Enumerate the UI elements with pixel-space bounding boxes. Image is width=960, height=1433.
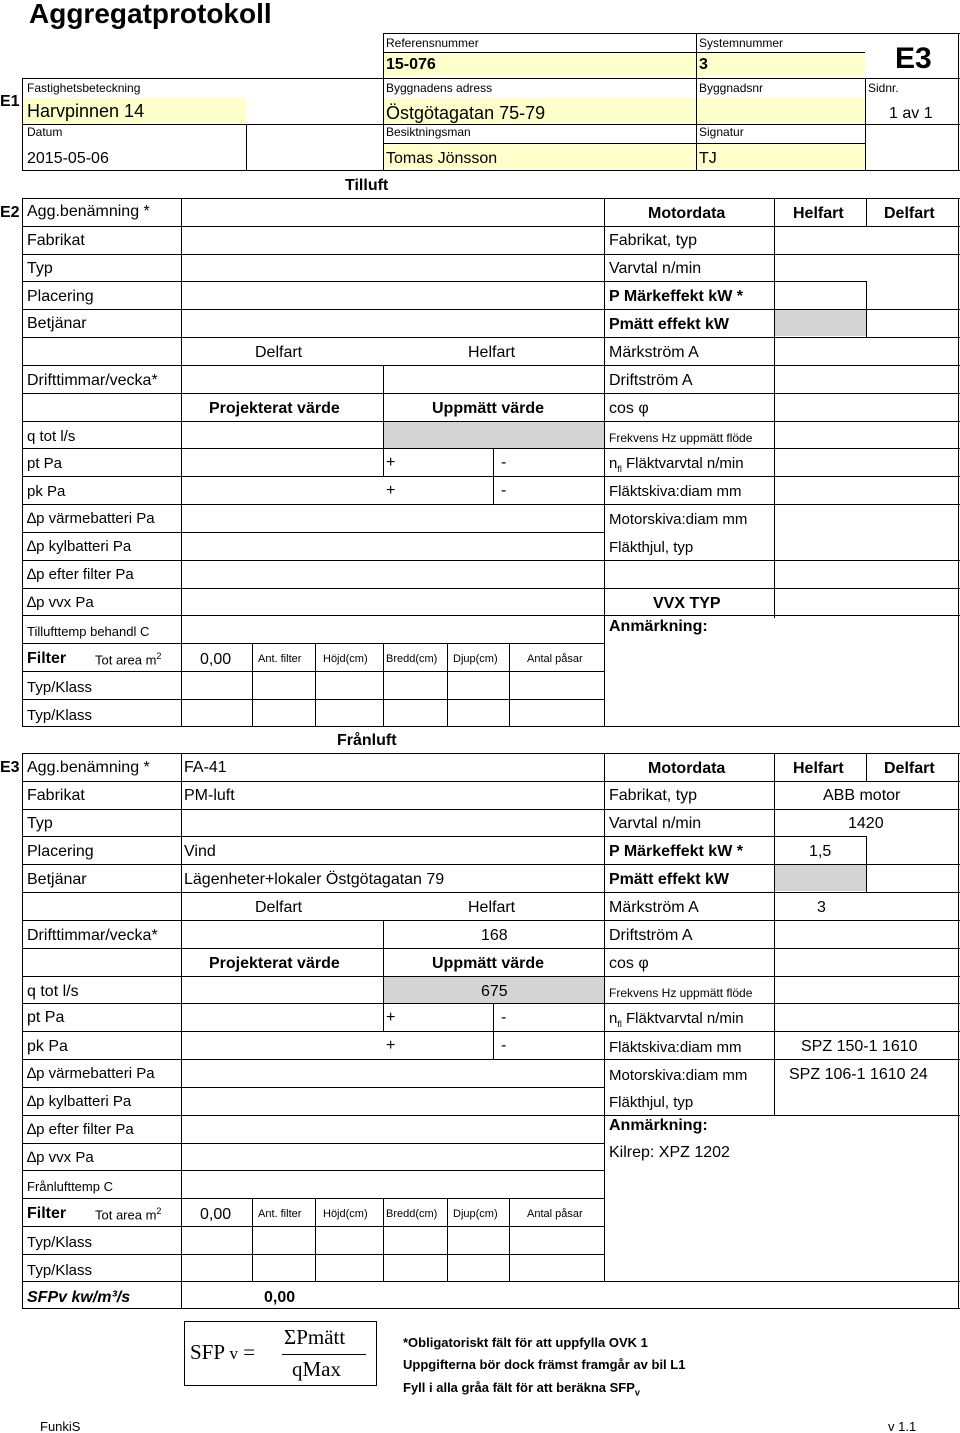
- tilluft-flaktvarvtal-label: $n_{fl}$ Fläktvarvtal n/min: [609, 455, 744, 474]
- franluft-bredd-label: Bredd(cm): [386, 1208, 438, 1220]
- franluft-agg-label: Agg.benämning *: [27, 759, 150, 776]
- franluft-pk-plus: +: [386, 1037, 396, 1054]
- sys-field-bg: [697, 52, 865, 76]
- tilluft-fabrikat-label: Fabrikat: [27, 232, 85, 249]
- franluft-delfart-label: Delfart: [255, 899, 303, 916]
- franluft-frekvens-label: Frekvens Hz uppmätt flöde: [609, 986, 753, 1000]
- tilluft-markstrom-label: Märkström A: [609, 344, 699, 361]
- sfp-value: 0,00: [264, 1289, 296, 1306]
- franluft-motordata-label: Motordata: [648, 760, 726, 777]
- tilluft-fabtyp-label: Fabrikat, typ: [609, 232, 698, 249]
- franluft-driftstrom-label: Driftström A: [609, 927, 693, 944]
- besikt-label: Besiktningsman: [386, 125, 471, 139]
- tilluft-temp-label: Tillufttemp behandl C: [27, 624, 150, 639]
- tilluft-dp-varme-label: ∆p värmebatteri Pa: [27, 510, 155, 527]
- note-line1: *Obligatoriskt fält för att uppfylla OVK 1: [403, 1335, 648, 1350]
- franluft-temp-label: Frånlufttemp C: [27, 1179, 113, 1194]
- franluft-anmarkning-text[interactable]: Kilrep: XPZ 1202: [609, 1144, 730, 1161]
- franluft-varvtal-value[interactable]: 1420: [848, 815, 884, 832]
- franluft-motorskiva-label: Motorskiva:diam mm: [609, 1067, 748, 1084]
- e1-marker: E1: [0, 93, 20, 110]
- besikt-value[interactable]: Tomas Jönsson: [386, 150, 498, 167]
- franluft-filter-label: Filter: [27, 1205, 67, 1222]
- sfp-label: SFPv kw/m³/s: [27, 1289, 131, 1306]
- franluft-section-title: Frånluft: [337, 732, 397, 749]
- franluft-pt-label: pt Pa: [27, 1009, 65, 1026]
- tilluft-pk-label: pk Pa: [27, 483, 66, 500]
- tilluft-flaktskiva-label: Fläktskiva:diam mm: [609, 483, 742, 500]
- sys-value[interactable]: 3: [699, 56, 708, 73]
- note-line3: Fyll i alla gråa fält för att beräkna $SFP_v$: [403, 1380, 640, 1398]
- franluft-betjanar-value[interactable]: Lägenheter+lokaler Östgötagatan 79: [184, 871, 445, 888]
- tilluft-qtot-label: q tot l/s: [27, 428, 76, 445]
- franluft-dp-kyl-label: ∆p kylbatteri Pa: [27, 1093, 132, 1110]
- tilluft-typklass2-label: Typ/Klass: [27, 707, 93, 724]
- franluft-typklass1-label: Typ/Klass: [27, 1234, 93, 1251]
- fast-label: Fastighetsbeteckning: [27, 81, 141, 95]
- franluft-helfart-h: Helfart: [793, 760, 844, 777]
- franluft-varvtal-label: Varvtal n/min: [609, 815, 702, 832]
- franluft-flaktvarvtal-label: $n_{fl}$ Fläktvarvtal n/min: [609, 1010, 744, 1029]
- franluft-cos-label: cos φ: [609, 955, 649, 972]
- tilluft-dp-kyl-label: ∆p kylbatteri Pa: [27, 538, 132, 555]
- tilluft-dp-vvx-label: ∆p vvx Pa: [27, 594, 94, 611]
- tilluft-projekterat-label: Projekterat värde: [209, 400, 340, 417]
- footer-right: v 1.1: [888, 1419, 917, 1433]
- tilluft-helfart-label: Helfart: [468, 344, 516, 361]
- tilluft-pt-plus: +: [386, 454, 396, 471]
- tilluft-markeffekt-label: P Märkeffekt kW *: [609, 288, 743, 305]
- byggnr-field-bg: [697, 98, 865, 124]
- franluft-totarea-label: Tot area $m^2$: [95, 1206, 162, 1223]
- sfp-formula-box: [184, 1321, 377, 1386]
- tilluft-area-value: 0,00: [200, 651, 232, 668]
- franluft-pk-minus: -: [501, 1037, 507, 1054]
- franluft-markeffekt-value[interactable]: 1,5: [809, 843, 832, 860]
- page-code: E3: [895, 42, 932, 75]
- franluft-dp-varme-label: ∆p värmebatteri Pa: [27, 1065, 155, 1082]
- tilluft-placering-label: Placering: [27, 288, 94, 305]
- franluft-betjanar-label: Betjänar: [27, 871, 87, 888]
- tilluft-pt-label: pt Pa: [27, 455, 63, 472]
- franluft-markeffekt-label: P Märkeffekt kW *: [609, 843, 743, 860]
- tilluft-dp-filter-label: ∆p efter filter Pa: [27, 566, 134, 583]
- tilluft-flakthjul-label: Fläkthjul, typ: [609, 539, 694, 556]
- tilluft-delfart-label: Delfart: [255, 344, 303, 361]
- tilluft-motorskiva-label: Motorskiva:diam mm: [609, 511, 748, 528]
- franluft-uppmatt-label: Uppmätt värde: [432, 955, 545, 972]
- franluft-pmatt-label: Pmätt effekt kW: [609, 871, 730, 888]
- franluft-djup-label: Djup(cm): [453, 1208, 498, 1220]
- franluft-antalpasar-label: Antal påsar: [527, 1208, 583, 1220]
- byggnr-label: Byggnadsnr: [699, 81, 764, 95]
- tilluft-bredd-label: Bredd(cm): [386, 653, 438, 665]
- sidnr-value: 1 av 1: [889, 105, 933, 122]
- franluft-markstrom-label: Märkström A: [609, 899, 699, 916]
- sidnr-label: Sidnr.: [868, 81, 899, 95]
- franluft-anmarkning-label: Anmärkning:: [609, 1117, 708, 1134]
- tilluft-pk-minus: -: [501, 482, 507, 499]
- franluft-pt-minus: -: [501, 1009, 507, 1026]
- franluft-typ-label: Typ: [27, 815, 53, 832]
- tilluft-motordata-label: Motordata: [648, 205, 726, 222]
- e3-marker: E3: [0, 759, 20, 776]
- tilluft-pmatt-label: Pmätt effekt kW: [609, 316, 730, 333]
- tilluft-agg-label: Agg.benämning *: [27, 203, 150, 220]
- franluft-drifttimmar-label: Drifttimmar/vecka*: [27, 927, 158, 944]
- tilluft-filter-label: Filter: [27, 650, 67, 667]
- franluft-qtot-value[interactable]: 675: [481, 983, 508, 1000]
- tilluft-uppmatt-label: Uppmätt värde: [432, 400, 545, 417]
- tilluft-typ-label: Typ: [27, 260, 53, 277]
- tilluft-djup-label: Djup(cm): [453, 653, 498, 665]
- franluft-helfart-label: Helfart: [468, 899, 516, 916]
- franluft-fabtyp-label: Fabrikat, typ: [609, 787, 698, 804]
- addr-label: Byggnadens adress: [386, 81, 493, 95]
- franluft-projekterat-label: Projekterat värde: [209, 955, 340, 972]
- addr-value[interactable]: Östgötagatan 75-79: [386, 103, 546, 123]
- franluft-hojd-label: Höjd(cm): [323, 1208, 368, 1220]
- page-title: Aggregatprotokoll: [29, 0, 272, 29]
- tilluft-anmarkning-label: Anmärkning:: [609, 618, 708, 635]
- tilluft-helfart-h: Helfart: [793, 205, 844, 222]
- datum-label: Datum: [27, 125, 63, 139]
- e2-marker: E2: [0, 204, 20, 221]
- tilluft-antalpasar-label: Antal påsar: [527, 653, 583, 665]
- franluft-pmatt-gray: [775, 864, 866, 891]
- datum-value[interactable]: 2015-05-06: [27, 150, 109, 167]
- tilluft-frekvens-label: Frekvens Hz uppmätt flöde: [609, 431, 753, 445]
- franluft-typklass2-label: Typ/Klass: [27, 1262, 93, 1279]
- sys-label: Systemnummer: [699, 36, 784, 50]
- franluft-motor-fabrikat[interactable]: ABB motor: [823, 787, 901, 804]
- signatur-value[interactable]: TJ: [699, 150, 717, 167]
- footer-left: FunkiS: [40, 1419, 81, 1433]
- tilluft-cos-label: cos φ: [609, 400, 649, 417]
- ref-label: Referensnummer: [386, 36, 479, 50]
- franluft-fabrikat-label: Fabrikat: [27, 787, 85, 804]
- tilluft-typklass1-label: Typ/Klass: [27, 679, 93, 696]
- franluft-dp-filter-label: ∆p efter filter Pa: [27, 1121, 134, 1138]
- franluft-markstrom-value[interactable]: 3: [817, 899, 826, 916]
- tilluft-pmatt-gray: [775, 309, 866, 336]
- tilluft-drifttimmar-label: Drifttimmar/vecka*: [27, 372, 158, 389]
- sfp-formula-denominator: qMax: [292, 1357, 341, 1381]
- franluft-flaktskiva-value[interactable]: SPZ 150-1 1610: [801, 1038, 918, 1055]
- franluft-placering-value[interactable]: Vind: [184, 843, 216, 860]
- tilluft-hojd-label: Höjd(cm): [323, 653, 368, 665]
- franluft-flaktskiva-label: Fläktskiva:diam mm: [609, 1039, 742, 1056]
- tilluft-varvtal-label: Varvtal n/min: [609, 260, 702, 277]
- tilluft-betjanar-label: Betjänar: [27, 315, 87, 332]
- tilluft-driftstrom-label: Driftström A: [609, 372, 693, 389]
- tilluft-section-title: Tilluft: [345, 177, 389, 194]
- tilluft-qtot-gray: [384, 421, 604, 448]
- ref-value[interactable]: 15-076: [386, 56, 436, 73]
- fast-value[interactable]: Harvpinnen 14: [27, 101, 145, 121]
- tilluft-vvx-label: VVX TYP: [653, 595, 721, 612]
- franluft-agg-value[interactable]: FA-41: [184, 759, 227, 776]
- signatur-field-bg: [697, 143, 865, 169]
- tilluft-delfart-h: Delfart: [884, 205, 935, 222]
- tilluft-antfilter-label: Ant. filter: [258, 653, 302, 665]
- franluft-drifttimmar-value[interactable]: 168: [481, 927, 508, 944]
- sfp-formula-numerator: ΣPmätt: [284, 1325, 346, 1349]
- tilluft-pk-plus: +: [386, 482, 396, 499]
- signatur-label: Signatur: [699, 125, 744, 139]
- note-line2: Uppgifterna bör dock främst framgår av bil L1: [403, 1357, 686, 1372]
- franluft-delfart-h: Delfart: [884, 760, 935, 777]
- tilluft-pt-minus: -: [501, 454, 507, 471]
- franluft-pk-label: pk Pa: [27, 1038, 68, 1055]
- franluft-pt-plus: +: [386, 1009, 396, 1026]
- franluft-qtot-label: q tot l/s: [27, 983, 79, 1000]
- franluft-area-value: 0,00: [200, 1206, 232, 1223]
- franluft-motorskiva-value[interactable]: SPZ 106-1 1610 24: [789, 1066, 928, 1083]
- sfp-formula-lhs: SFP v =: [190, 1340, 256, 1364]
- tilluft-totarea-label: Tot area $m^2$: [95, 651, 162, 668]
- franluft-dp-vvx-label: ∆p vvx Pa: [27, 1149, 94, 1166]
- franluft-placering-label: Placering: [27, 843, 94, 860]
- franluft-antfilter-label: Ant. filter: [258, 1208, 302, 1220]
- franluft-fabrikat-value[interactable]: PM-luft: [184, 787, 235, 804]
- franluft-flakthjul-label: Fläkthjul, typ: [609, 1094, 694, 1111]
